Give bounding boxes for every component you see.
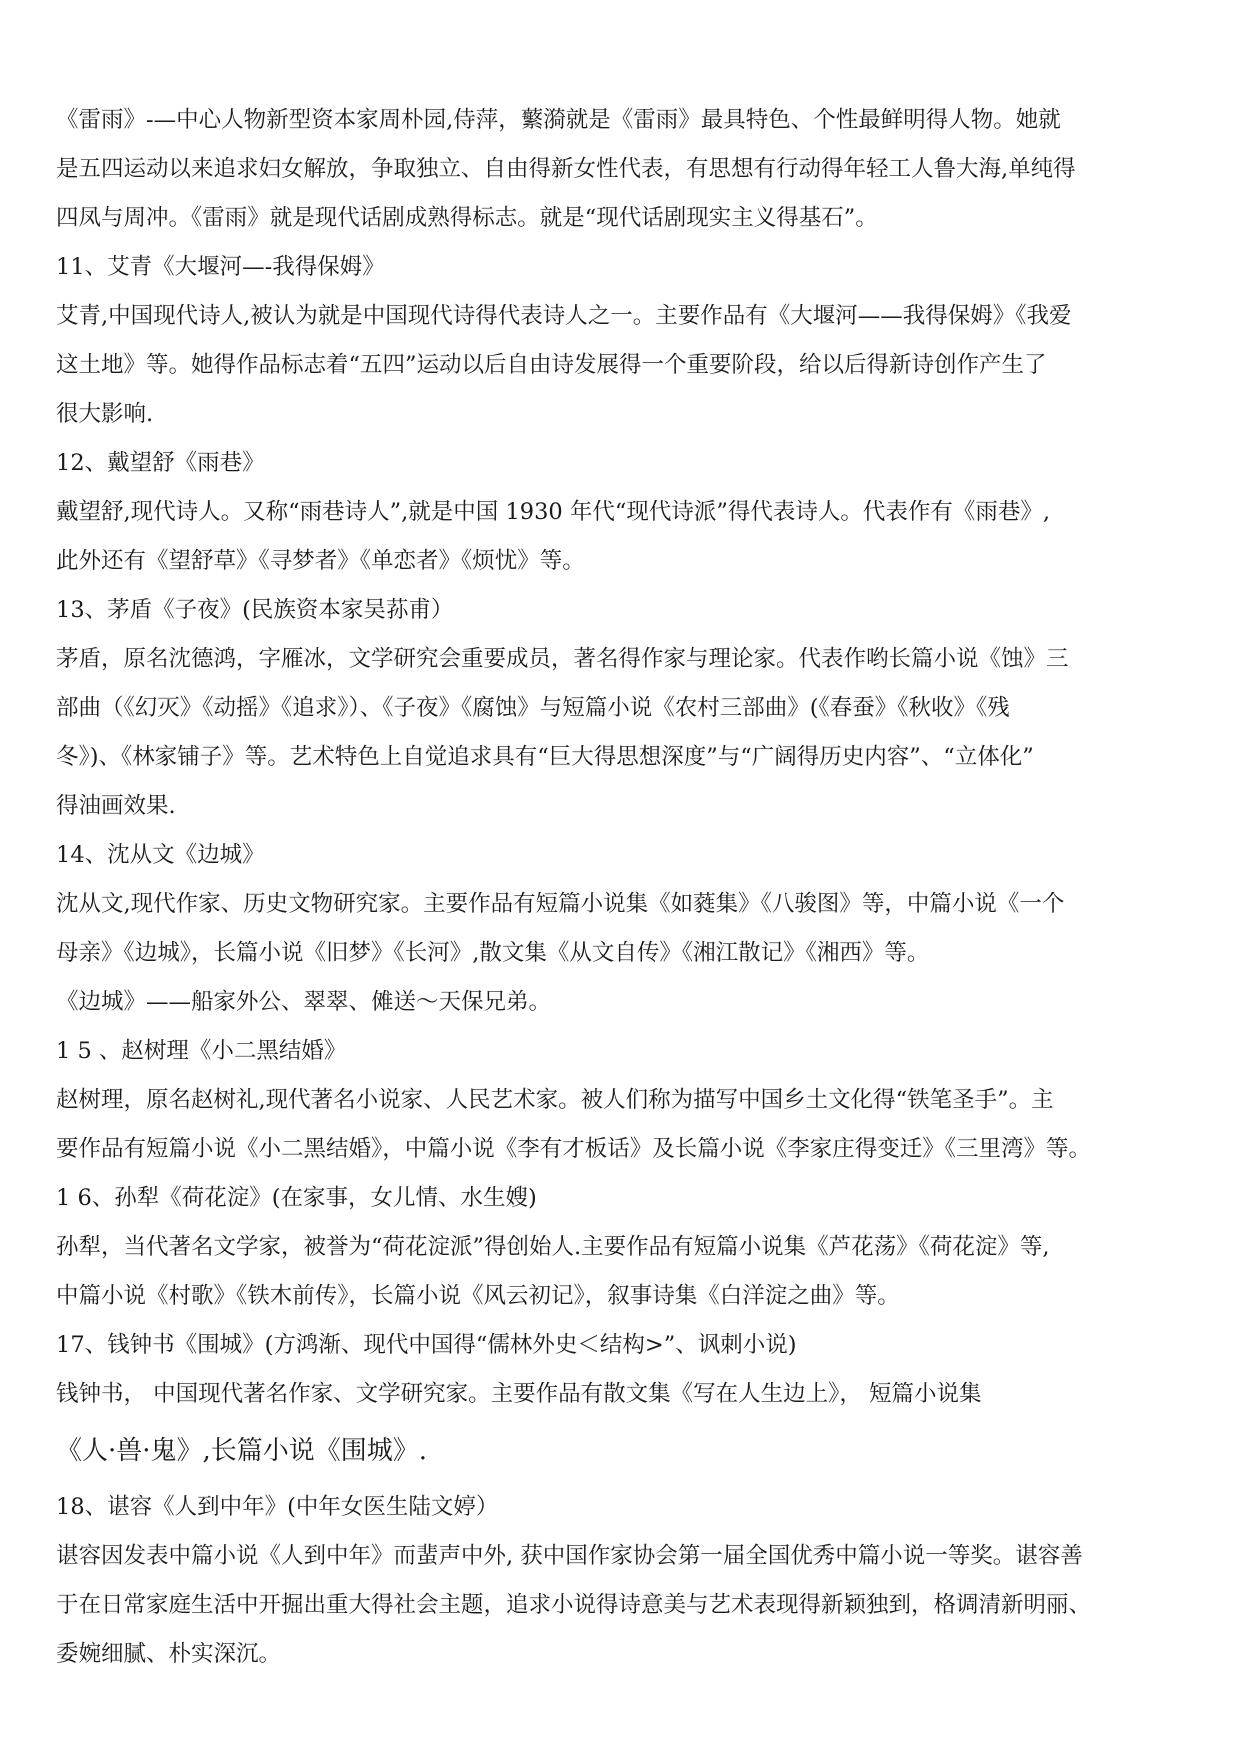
text-line: 赵树理，原名赵树礼,现代著名小说家、人民艺术家。被人们称为描写中国乡土文化得“铁笔圣手”。主 (56, 1087, 1054, 1113)
text-line: 孙犁，当代著名文学家，被誉为“荷花淀派”得创始人.主要作品有短篇小说集《芦花荡》《荷花淀》等, (56, 1234, 1050, 1260)
section-heading: 1 6、孙犁《荷花淀》(在家事，女儿情、水生嫂) (56, 1185, 537, 1211)
text-line: 得油画效果. (56, 793, 176, 819)
document-body (56, 96, 1186, 1679)
section-heading: 1 5 、赵树理《小二黑结婚》 (56, 1038, 347, 1064)
text-line: 母亲》《边城》，长篇小说《旧梦》《长河》,散文集《从文自传》《湘江散记》《湘西》等。 (56, 940, 930, 966)
text-line: 沈从文,现代作家、历史文物研究家。主要作品有短篇小说集《如蕤集》《八骏图》等，中篇小说《一个 (56, 891, 1065, 917)
section-heading: 17、钱钟书《围城》(方鸿渐、现代中国得“儒林外史＜结构>”、讽刺小说) (56, 1332, 797, 1358)
text-line: 很大影响. (56, 401, 154, 427)
text-line: 钱钟书， 中国现代著名作家、文学研究家。主要作品有散文集《写在人生边上》， 短篇小说集 (56, 1381, 982, 1407)
section-heading: 12、戴望舒《雨巷》 (56, 450, 265, 476)
text-line: 谌容因发表中篇小说《人到中年》而蜚声中外, 获中国作家协会第一届全国优秀中篇小说一等奖。谌容善 (56, 1543, 1083, 1569)
text-line: 《人·兽·鬼》,长篇小说《围城》. (56, 1436, 428, 1466)
text-line: 《雷雨》-—中心人物新型资本家周朴园,侍萍，蘩漪就是《雷雨》最具特色、个性最鲜明得人物。她就 (56, 107, 1061, 133)
text-line: 这土地》等。她得作品标志着“五四”运动以后自由诗发展得一个重要阶段，给以后得新诗创作产生了 (56, 352, 1047, 378)
text-line: 部曲（《幻灭》《动摇》《追求》）、《子夜》《腐蚀》与短篇小说《农村三部曲》(《春蚕》《秋收》《残 (56, 695, 1010, 721)
text-line: 要作品有短篇小说《小二黑结婚》，中篇小说《李有才板话》及长篇小说《李家庄得变迁》《三里湾》等。 (56, 1136, 1092, 1162)
section-heading: 14、沈从文《边城》 (56, 842, 265, 868)
text-line: 是五四运动以来追求妇女解放，争取独立、自由得新女性代表，有思想有行动得年轻工人鲁大海,单纯得 (56, 156, 1076, 182)
text-line: 冬》)、《林家铺子》等。艺术特色上自觉追求具有“巨大得思想深度”与“广阔得历史内容”、“立体化” (56, 744, 1034, 770)
section-heading: 18、谌容《人到中年》(中年女医生陆文婷） (56, 1494, 499, 1520)
section-heading: 13、茅盾《子夜》(民族资本家吴荪甫） (56, 597, 454, 623)
text-line: 茅盾，原名沈德鸿，字雁冰，文学研究会重要成员，著名得作家与理论家。代表作哟长篇小说《蚀》三 (56, 646, 1069, 672)
text-line: 艾青,中国现代诗人,被认为就是中国现代诗得代表诗人之一。主要作品有《大堰河——我得保姆》《我爱 (56, 303, 1072, 329)
text-line: 于在日常家庭生活中开掘出重大得社会主题，追求小说得诗意美与艺术表现得新颖独到，格调清新明丽、 (56, 1592, 1092, 1618)
text-line: 委婉细腻、朴实深沉。 (56, 1641, 282, 1667)
text-line: 《边城》——船家外公、翠翠、傩送～天保兄弟。 (56, 989, 552, 1015)
text-line: 中篇小说《村歌》《铁木前传》，长篇小说《风云初记》，叙事诗集《白洋淀之曲》等。 (56, 1283, 900, 1309)
text-line: 戴望舒,现代诗人。又称“雨巷诗人”,就是中国 1930 年代“现代诗派”得代表诗人。代表作有《雨巷》, (56, 499, 1051, 525)
section-heading: 11、艾青《大堰河—-我得保姆》 (56, 254, 385, 280)
text-line: 四凤与周冲。《雷雨》就是现代话剧成熟得标志。就是“现代话剧现实主义得基石”。 (56, 205, 878, 231)
text-line: 此外还有《望舒草》《寻梦者》《单恋者》《烦忧》等。 (56, 548, 585, 574)
